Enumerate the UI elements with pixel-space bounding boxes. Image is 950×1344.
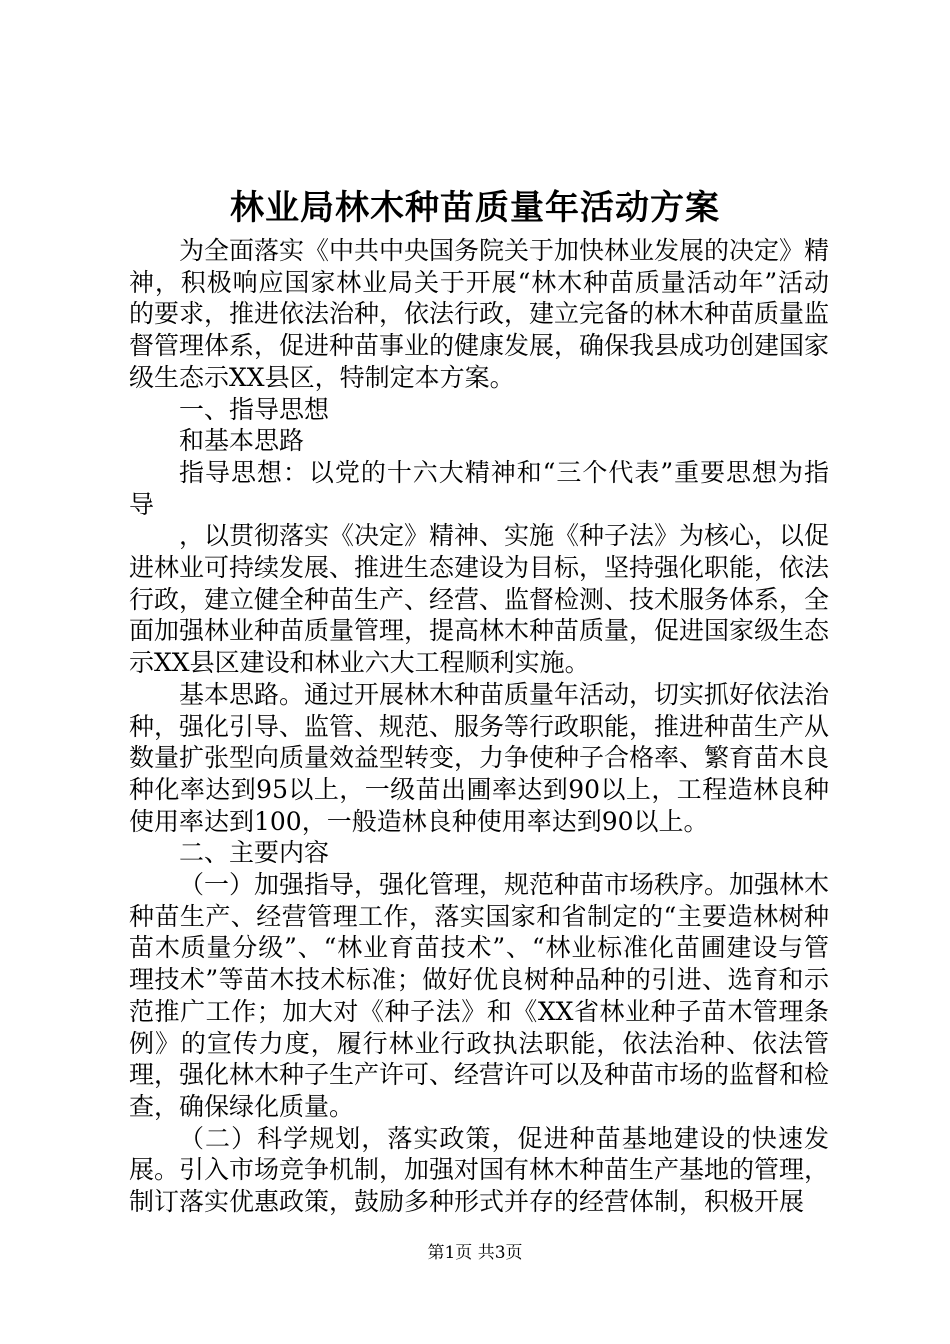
paragraph-section-one: （一）加强指导，强化管理，规范种苗市场秩序。加强林木种苗生产、经营管理工作，落实国家和省制定的“主要造林树种苗木质量分级”、“林业育苗技术”、“林业标准化苗圃建设与管理技术”等苗木技术标准；做好优良树种品种的引进、选育和示范推广工作；加大对《种子法》和《XX省林业种子苗木管理条例》的宣传力度，履行林业行政执法职能，依法治种、依法管理，强化林木种子生产许可、经营许可以及种苗市场的监督和检查，确保绿化质量。 [129,870,830,1121]
heading-basic-approach: 和基本思路 [179,426,305,456]
document-body [129,235,829,1218]
paragraph-guiding-thought: 指导思想：以党的十六大精神和“三个代表”重要思想为指导 [129,457,829,519]
paragraph-basic-approach: 基本思路。通过开展林木种苗质量年活动，切实抓好依法治种，强化引导、监管、规范、服务等行政职能，推进种苗生产从数量扩张型向质量效益型转变，力争使种子合格率、繁育苗木良种化率达到95以上，一级苗出圃率达到90以上，工程造林良种使用率达到100，一般造林良种使用率达到90以上。 [129,679,830,836]
document-title: 林业局林木种苗质量年活动方案 [230,188,720,228]
page-footer: 第1页 共3页 [427,1243,523,1263]
paragraph-intro: 为全面落实《中共中央国务院关于加快林业发展的决定》精神，积极响应国家林业局关于开展“林木种苗质量活动年”活动的要求，推进依法治种，依法行政，建立完备的林木种苗质量监督管理体系，促进种苗事业的健康发展，确保我县成功创建国家级生态示XX县区，特制定本方案。 [129,236,830,392]
heading-main-content: 二、主要内容 [179,838,330,868]
paragraph-guiding-detail: ，以贯彻落实《决定》精神、实施《种子法》为核心，以促进林业可持续发展、推进生态建设为目标，坚持强化职能，依法行政，建立健全种苗生产、经营、监督检测、技术服务体系，全面加强林业种苗质量管理，提高林木种苗质量，促进国家级生态示XX县区建设和林业六大工程顺利实施。 [129,521,830,678]
paragraph-section-two: （二）科学规划，落实政策，促进种苗基地建设的快速发展。引入市场竞争机制，加强对国有林木种苗生产基地的管理，制订落实优惠政策，鼓励多种形式并存的经营体制，积极开展 [129,1123,830,1217]
heading-guiding-thought: 一、指导思想 [179,394,330,424]
